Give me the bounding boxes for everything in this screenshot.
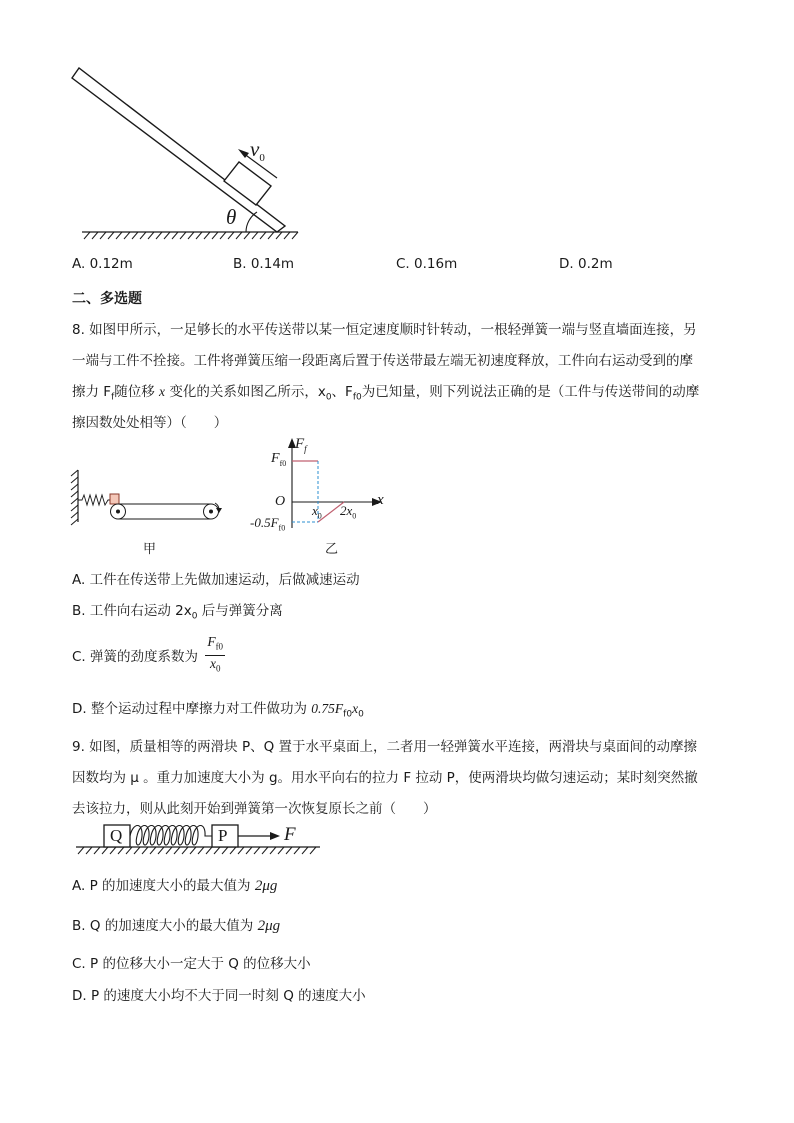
q8-option-d: D. 整个运动过程中摩擦力对工件做功为 $0.75F_{f0}x_0$ bbox=[72, 701, 364, 720]
q8-stem-line2: 一端与工件不拴接。工件将弹簧压缩一段距离后置于传送带最左端无初速度释放，工件向右运动受到的摩 bbox=[72, 353, 693, 369]
fig-yi-label: 乙 bbox=[325, 542, 339, 557]
force-label: F bbox=[284, 824, 296, 845]
section-title: 二、多选题 bbox=[72, 291, 142, 307]
fig-jia-label: 甲 bbox=[143, 542, 157, 557]
q7-option-c: C. 0.16m bbox=[396, 256, 458, 272]
q9-option-a: A. P 的加速度大小的最大值为 2μg bbox=[72, 878, 278, 894]
angle-label: θ bbox=[226, 205, 237, 229]
q8-option-b: B. 工件向右运动 $2x_0$ 后与弹簧分离 bbox=[72, 603, 283, 622]
q9-option-d: D. P 的速度大小均不大于同一时刻 Q 的速度大小 bbox=[72, 988, 366, 1004]
velocity-label: $v_0$ bbox=[250, 137, 265, 165]
q7-option-b: B. 0.14m bbox=[233, 256, 295, 272]
q9-option-b: B. Q 的加速度大小的最大值为 2μg bbox=[72, 918, 281, 934]
graph-y-label: $F_f$ bbox=[295, 436, 307, 454]
spring-constant-fraction: $\frac{F_{f0}}{x_0}$ bbox=[207, 634, 224, 674]
q9-stem-line3: 去该拉力，则从此刻开始到弹簧第一次恢复原长之前（ ） bbox=[72, 801, 437, 817]
block-q-label: Q bbox=[110, 826, 123, 845]
q8-option-c: C. 弹簧的劲度系数为 $\frac{F_{f0}}{x_0}$ bbox=[72, 634, 225, 676]
graph-x0-label: $x_0$ bbox=[312, 503, 322, 521]
graph-x-label: x bbox=[377, 492, 384, 508]
graph-bottom-value: $-0.5F_{f0}$ bbox=[250, 515, 286, 533]
graph-top-value: $F_{f0}$ bbox=[271, 451, 287, 468]
q9-stem-line2: 因数均为 μ 。重力加速度大小为 g。用水平向右的拉力 F 拉动 P，使两滑块均做匀速运动；某时刻突然撤 bbox=[72, 770, 698, 786]
graph-2x0-label: $2x_0$ bbox=[340, 503, 357, 521]
q8-stem-line4: 擦因数处处相等）（ ） bbox=[72, 415, 228, 431]
q9-option-c: C. P 的位移大小一定大于 Q 的位移大小 bbox=[72, 956, 311, 972]
q9-stem-line1: 9. 如图，质量相等的两滑块 P、Q 置于水平桌面上，二者用一轻弹簧水平连接，两滑块与桌面间的动摩擦 bbox=[72, 739, 698, 755]
q8-option-a: A. 工件在传送带上先做加速运动，后做减速运动 bbox=[72, 572, 360, 588]
q7-option-a: A. 0.12m bbox=[72, 256, 133, 272]
q8-stem-line3: 擦力 $F_f$随位移 x 变化的关系如图乙所示，$x_0$、$F_{f0}$为已知量，则下列说法正确的是（工件与传送带间的动摩 bbox=[72, 384, 700, 403]
q7-option-d: D. 0.2m bbox=[559, 256, 613, 272]
block-p-label: P bbox=[218, 826, 228, 845]
graph-origin: O bbox=[275, 494, 286, 509]
q8-stem-line1: 8. 如图甲所示，一足够长的水平传送带以某一恒定速度顺时针转动，一根轻弹簧一端与竖直墙面连接，另 bbox=[72, 322, 697, 338]
